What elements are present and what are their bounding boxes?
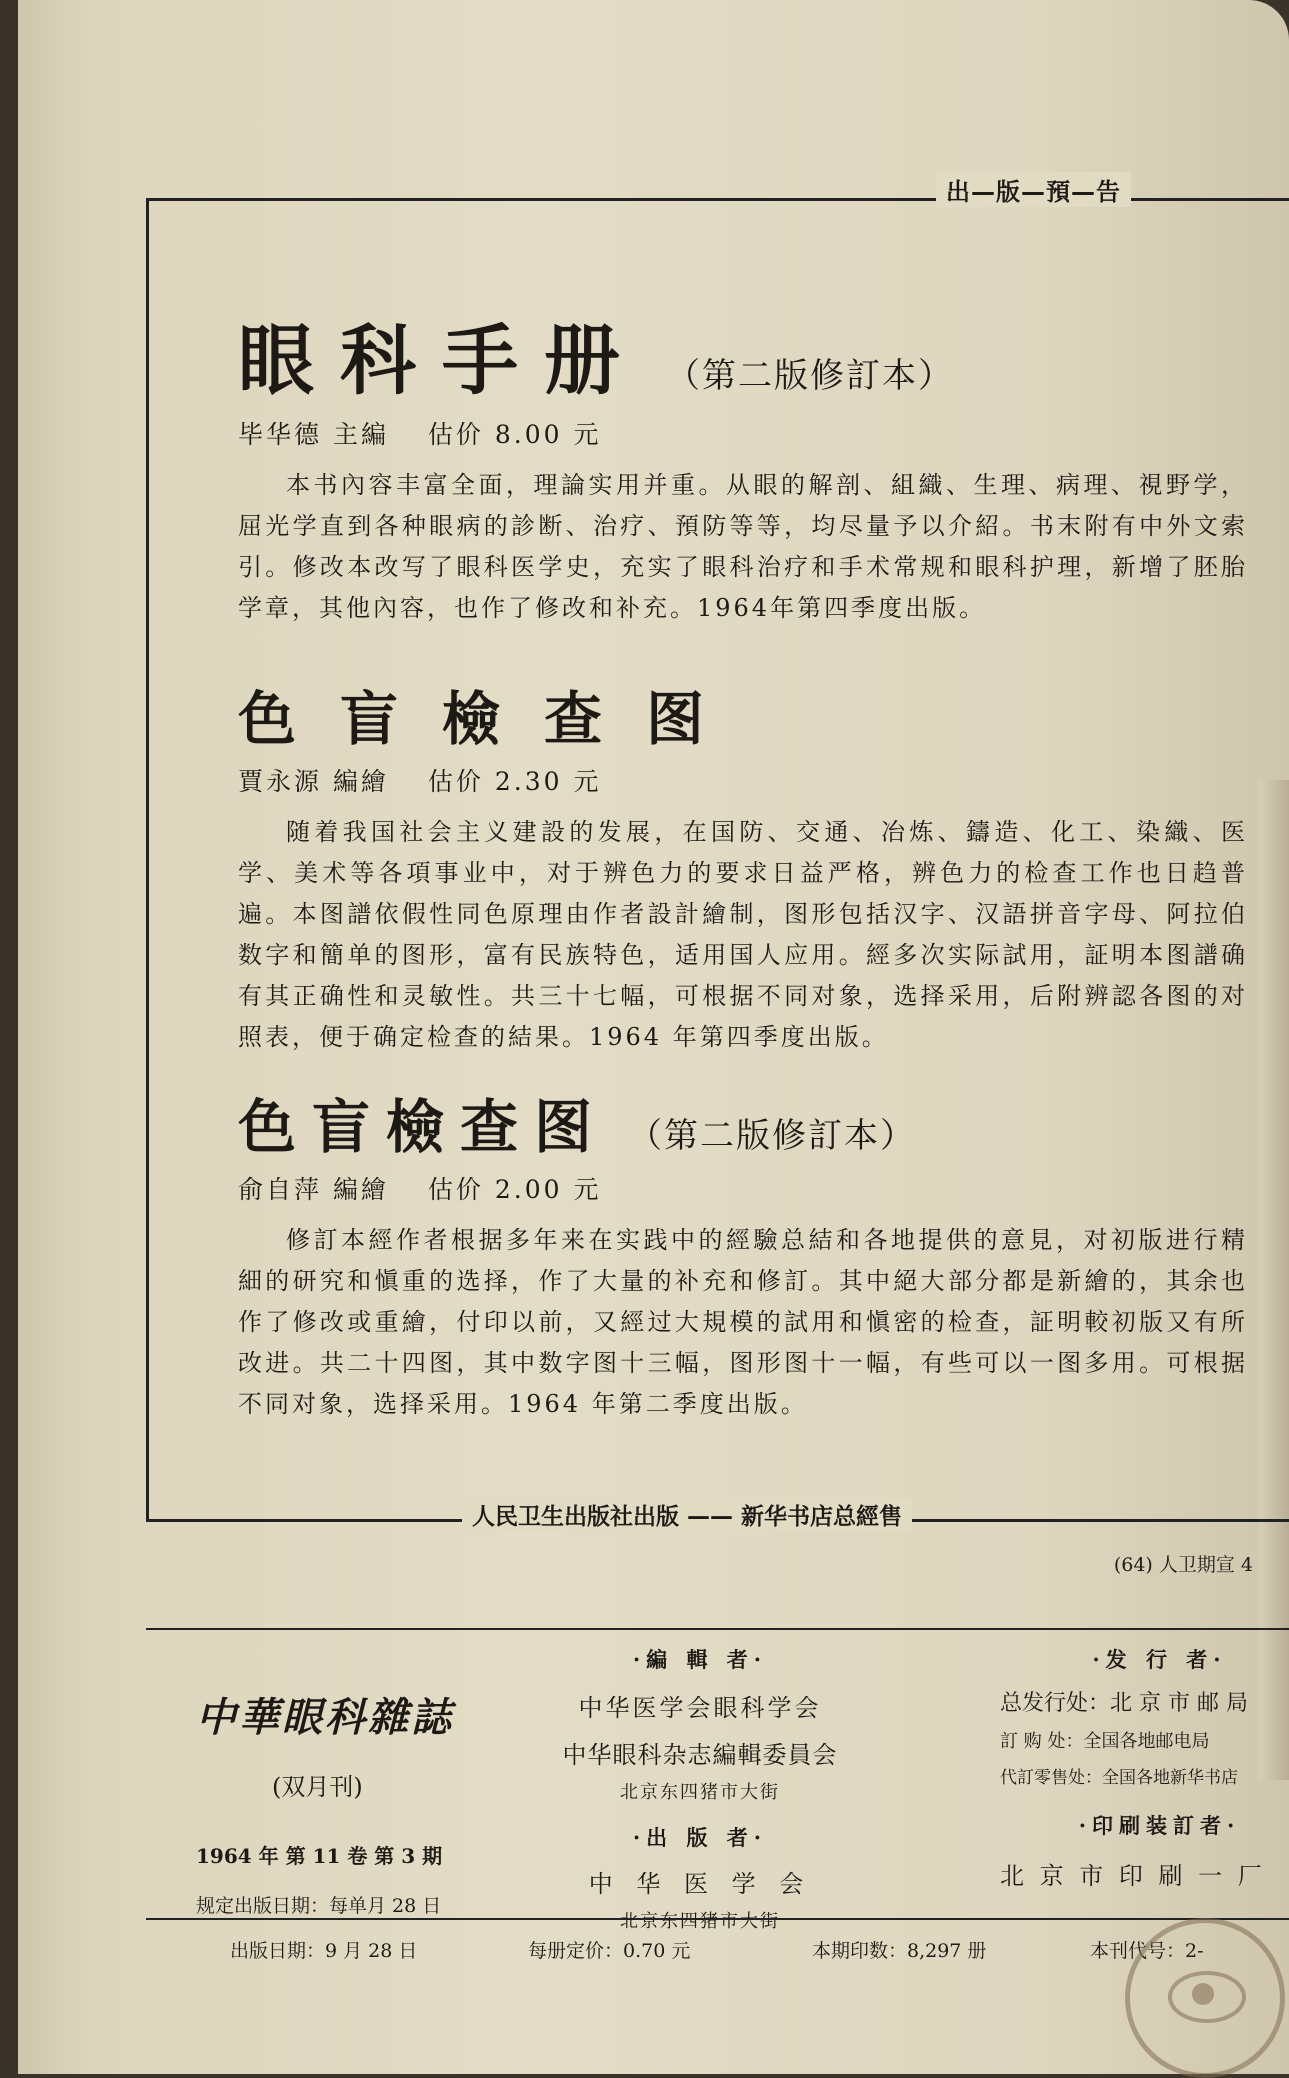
journal-frequency: (双月刊) — [272, 1773, 363, 1801]
book-price: 估价 2.30 元 — [427, 767, 602, 796]
masthead-bottom-rule — [146, 1918, 1289, 1920]
publication-schedule: 规定出版日期：每单月 28 日 — [196, 1895, 442, 1917]
book-price: 估价 8.00 元 — [427, 420, 602, 449]
publisher-heading: ·出 版 者· — [632, 1825, 768, 1850]
publisher-line: 人民卫生出版社出版 —— 新华书店总經售 — [462, 1498, 912, 1531]
editors-heading: ·編 輯 者· — [632, 1647, 768, 1672]
book-entry — [238, 300, 1248, 629]
book-entry — [238, 1080, 1248, 1425]
book-author: 毕华德 主編 — [238, 420, 389, 449]
announcement-header: 出—版—預—告 — [936, 172, 1131, 207]
journal-issue: 1964 年 第 11 卷 第 3 期 — [196, 1844, 443, 1868]
issue-price: 每册定价：0.70 元 — [528, 1940, 691, 1962]
book-author: 俞自萍 編繪 — [238, 1175, 389, 1204]
editor-name: 中华医学会眼科学会 — [578, 1694, 822, 1722]
journal-name: 中華眼科雜誌 — [196, 1694, 454, 1741]
museum-seal-watermark — [1125, 1918, 1285, 2078]
printer-heading: ·印刷装訂者· — [1078, 1813, 1241, 1838]
book-title: 色盲檢查图 — [238, 1093, 609, 1161]
print-run: 本期印数：8,297 册 — [812, 1940, 987, 1962]
publisher-address: 北京东四猪市大街 — [620, 1911, 780, 1932]
book-title: 眼科手册 — [238, 316, 646, 405]
pupil-icon — [1192, 1983, 1214, 2005]
printer-name: 北 京 市 印 刷 一 厂 — [1000, 1862, 1266, 1890]
book-edition: （第二版修訂本） — [628, 1116, 917, 1156]
book-title: 色盲檢查图 — [238, 685, 749, 753]
distributor-line: 代訂零售处：全国各地新华书店 — [1000, 1768, 1238, 1788]
book-description: 随着我国社会主义建設的发展，在国防、交通、冶炼、鑄造、化工、染織、医学、美术等各項事业中，对于辨色力的要求日益严格，辨色力的检查工作也日趋普遍。本图譜依假性同色原理由作者設計繪制，图形包括汉字、汉語拼音字母、阿拉伯数字和簡单的图形，富有民族特色，适用国人应用。經多次实际試用，証明本图譜确有其正确性和灵敏性。共三十七幅，可根据不同对象，选择采用，后附辨認各图的对照表，便于确定检查的結果。1964 年第四季度出版。 — [238, 818, 1248, 1051]
distributor-line: 总发行处：北 京 市 邮 局 — [1000, 1691, 1248, 1716]
ad-code: (64) 人卫期宣 4 — [1113, 1554, 1253, 1576]
distributor-heading: ·发 行 者· — [1092, 1647, 1227, 1672]
journal-code: 本刊代号：2- — [1090, 1940, 1204, 1962]
book-description: 修訂本經作者根据多年来在实践中的經驗总結和各地提供的意見，对初版进行精細的研究和愼重的选择，作了大量的补充和修訂。其中絕大部分都是新繪的，其余也作了修改或重繪，付印以前，又經过大規模的試用和愼密的检查，証明較初版又有所改进。共二十四图，其中数字图十三幅，图形图十一幅，有些可以一图多用。可根据不同对象，选择采用。1964 年第二季度出版。 — [238, 1226, 1248, 1418]
book-price: 估价 2.00 元 — [427, 1175, 602, 1204]
book-author: 賈永源 編繪 — [238, 767, 389, 796]
book-entry — [238, 672, 1248, 1058]
distributor-line: 訂 购 处：全国各地邮电局 — [1000, 1731, 1210, 1752]
editor-address: 北京东四猪市大街 — [620, 1782, 780, 1803]
editor-name: 中华眼科杂志編輯委員会 — [562, 1741, 838, 1769]
masthead-top-rule — [146, 1628, 1289, 1630]
book-description: 本书內容丰富全面，理論实用并重。从眼的解剖、組織、生理、病理、視野学，屈光学直到各种眼病的診断、治疗、預防等等，均尽量予以介紹。书末附有中外文索引。修改本改写了眼科医学史，充实了眼科治疗和手术常规和眼科护理，新增了胚胎学章，其他內容，也作了修改和补充。1964年第四季度出版。 — [238, 471, 1248, 622]
book-edition: （第二版修訂本） — [666, 356, 954, 396]
publisher-name: 中 华 医 学 会 — [588, 1870, 812, 1898]
publication-date: 出版日期：9 月 28 日 — [230, 1940, 418, 1962]
